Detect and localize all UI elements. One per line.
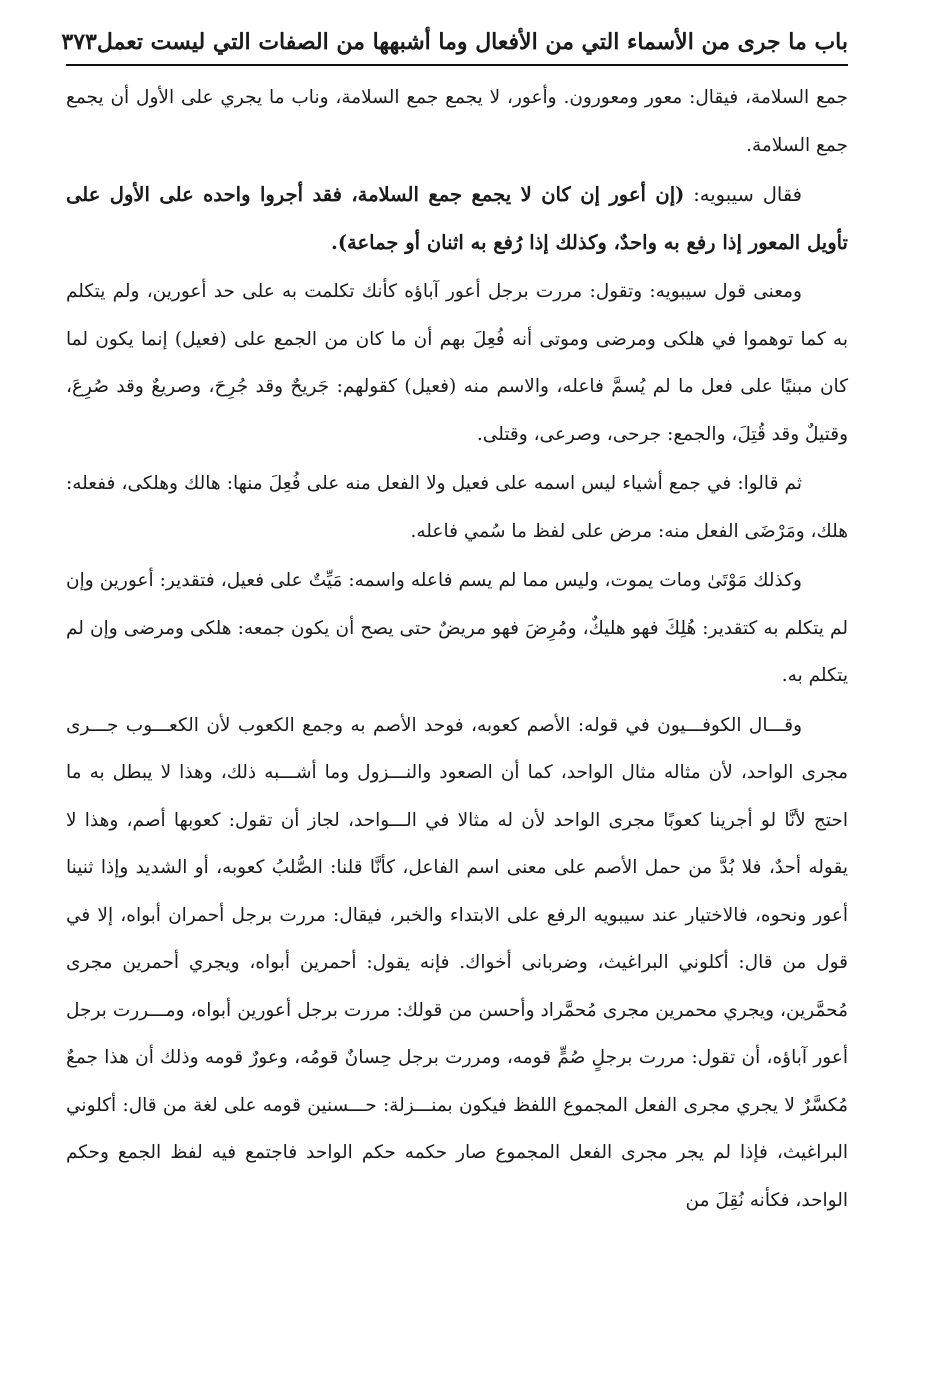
- page-header: [61, 22, 848, 62]
- paragraph-6: وقـــال الكوفـــيون في قوله: الأصم كعوبه، فوحد الأصم به وجمع الكعوب لأن الكعـــوب جـــرى مجرى الواحد، لأن مثاله مثال الواحد، كما أن الصعود والنـــزول وما أشـــبه ذلك، وهذا لا يبطل به ما احتج لأنَّا لو أجرينا كعوبًا مجرى الواحد لأن له مثالا في الـــواحد، لجاز أن تقول: كعوبها أصم، وهذا لا يقوله أحدٌ، فلا بُدَّ من حمل الأصم على معنى اسم الفاعل، كأنَّا قلنا: الصُّلبُ كعوبه، أو الشديد وإذا ثنينا أعور ونحوه، فالاختيار عند سيبويه الرفع على الابتداء والخبر، فيقال: مررت برجل أحمران أبواه، إلا في قول من قال: أكلوني البراغيث، وضربانى أخواك. فإنه يقول: أحمرين أبواه، ويجري أحمرين مجرى مُحمَّرين، ويجري محمرين مجرى مُحمَّراد وأحسن من قولك: مررت برجل أعورين أبواه، ومـــررت برجل أعور آباؤه، أن تقول: مررت برجلٍ صُمٍّ قومه، ومررت برجل حِسانٌ قومُه، وعورٌ قومه وذلك أن هذا جمعٌ مُكسَّرٌ لا يجري مجرى الفعل المجموع اللفظ فيكون بمنـــزلة: حـــسنين قومه على لغة من قال: أكلوني البراغيث، فإذا لم يجر مجرى الفعل المجموع صار حكمه حكم الواحد فاجتمع فيه لفظ الجمع وحكم الواحد، فكأنه نُقِلَ من: [66, 714, 848, 1211]
- book-page: [61, 22, 848, 1224]
- page-number: ٣٧٣: [61, 29, 97, 55]
- chapter-title: باب ما جرى من الأسماء التي من الأفعال وما أشبهها من الصفات التي ليست تعمل: [96, 29, 848, 55]
- paragraph-4: ثم قالوا: في جمع أشياء ليس اسمه على فعيل ولا الفعل منه على فُعِلَ منها: هالك وهلكى، ففعله: هلك، ومَرْضَى الفعل منه: مرض على لفظ ما سُمي فاعله.: [66, 473, 848, 542]
- paragraph-5: وكذلك مَوْتَىٰ ومات يموت، وليس مما لم يسم فاعله واسمه: مَيِّتٌ على فعيل، فتقدير: أعورين وإن لم يتكلم به كتقدير: هُلِكَ فهو هليكٌ، ومُرِضَ فهو مريضٌ حتى يصح أن يكون جمعه: هلكى ومرضى وإن لم يتكلم به.: [66, 570, 848, 686]
- sibawayh-quote: (إن أعور إن كان لا يجمع جمع السلامة، فقد أجروا واحده على الأول على تأويل المعور إذا رفع به واحدٌ، وكذلك إذا رُفع به اثنان أو جماعة).: [66, 183, 848, 254]
- paragraph-2: [66, 171, 848, 266]
- paragraph-3: ومعنى قول سيبويه: وتقول: مررت برجل أعور آباؤه كأنك تكلمت به على حد أعورين، ولم يتكلم به كما توهموا في هلكى ومرضى وموتى أنه فُعِلَ بهم أن ما كان من الجمع على (فعيل) إنما يكون لما كان مبنيًا على فعل ما لم يُسمَّ فاعله، والاسم منه (فعيل) كقولهم: جَريحٌ وقد جُرِحَ، وصريعٌ وقد صُرِعَ، وقتيلٌ وقد قُتِلَ، والجمع: جرحى، وصرعى، وقتلى.: [66, 281, 848, 445]
- quote-lead: فقال سيبويه:: [684, 183, 803, 206]
- paragraph-1: جمع السلامة، فيقال: معور ومعورون. وأعور، لا يجمع جمع السلامة، وناب ما يجري على الأول أن يجمع جمع السلامة.: [66, 87, 848, 156]
- header-rule: [66, 64, 848, 66]
